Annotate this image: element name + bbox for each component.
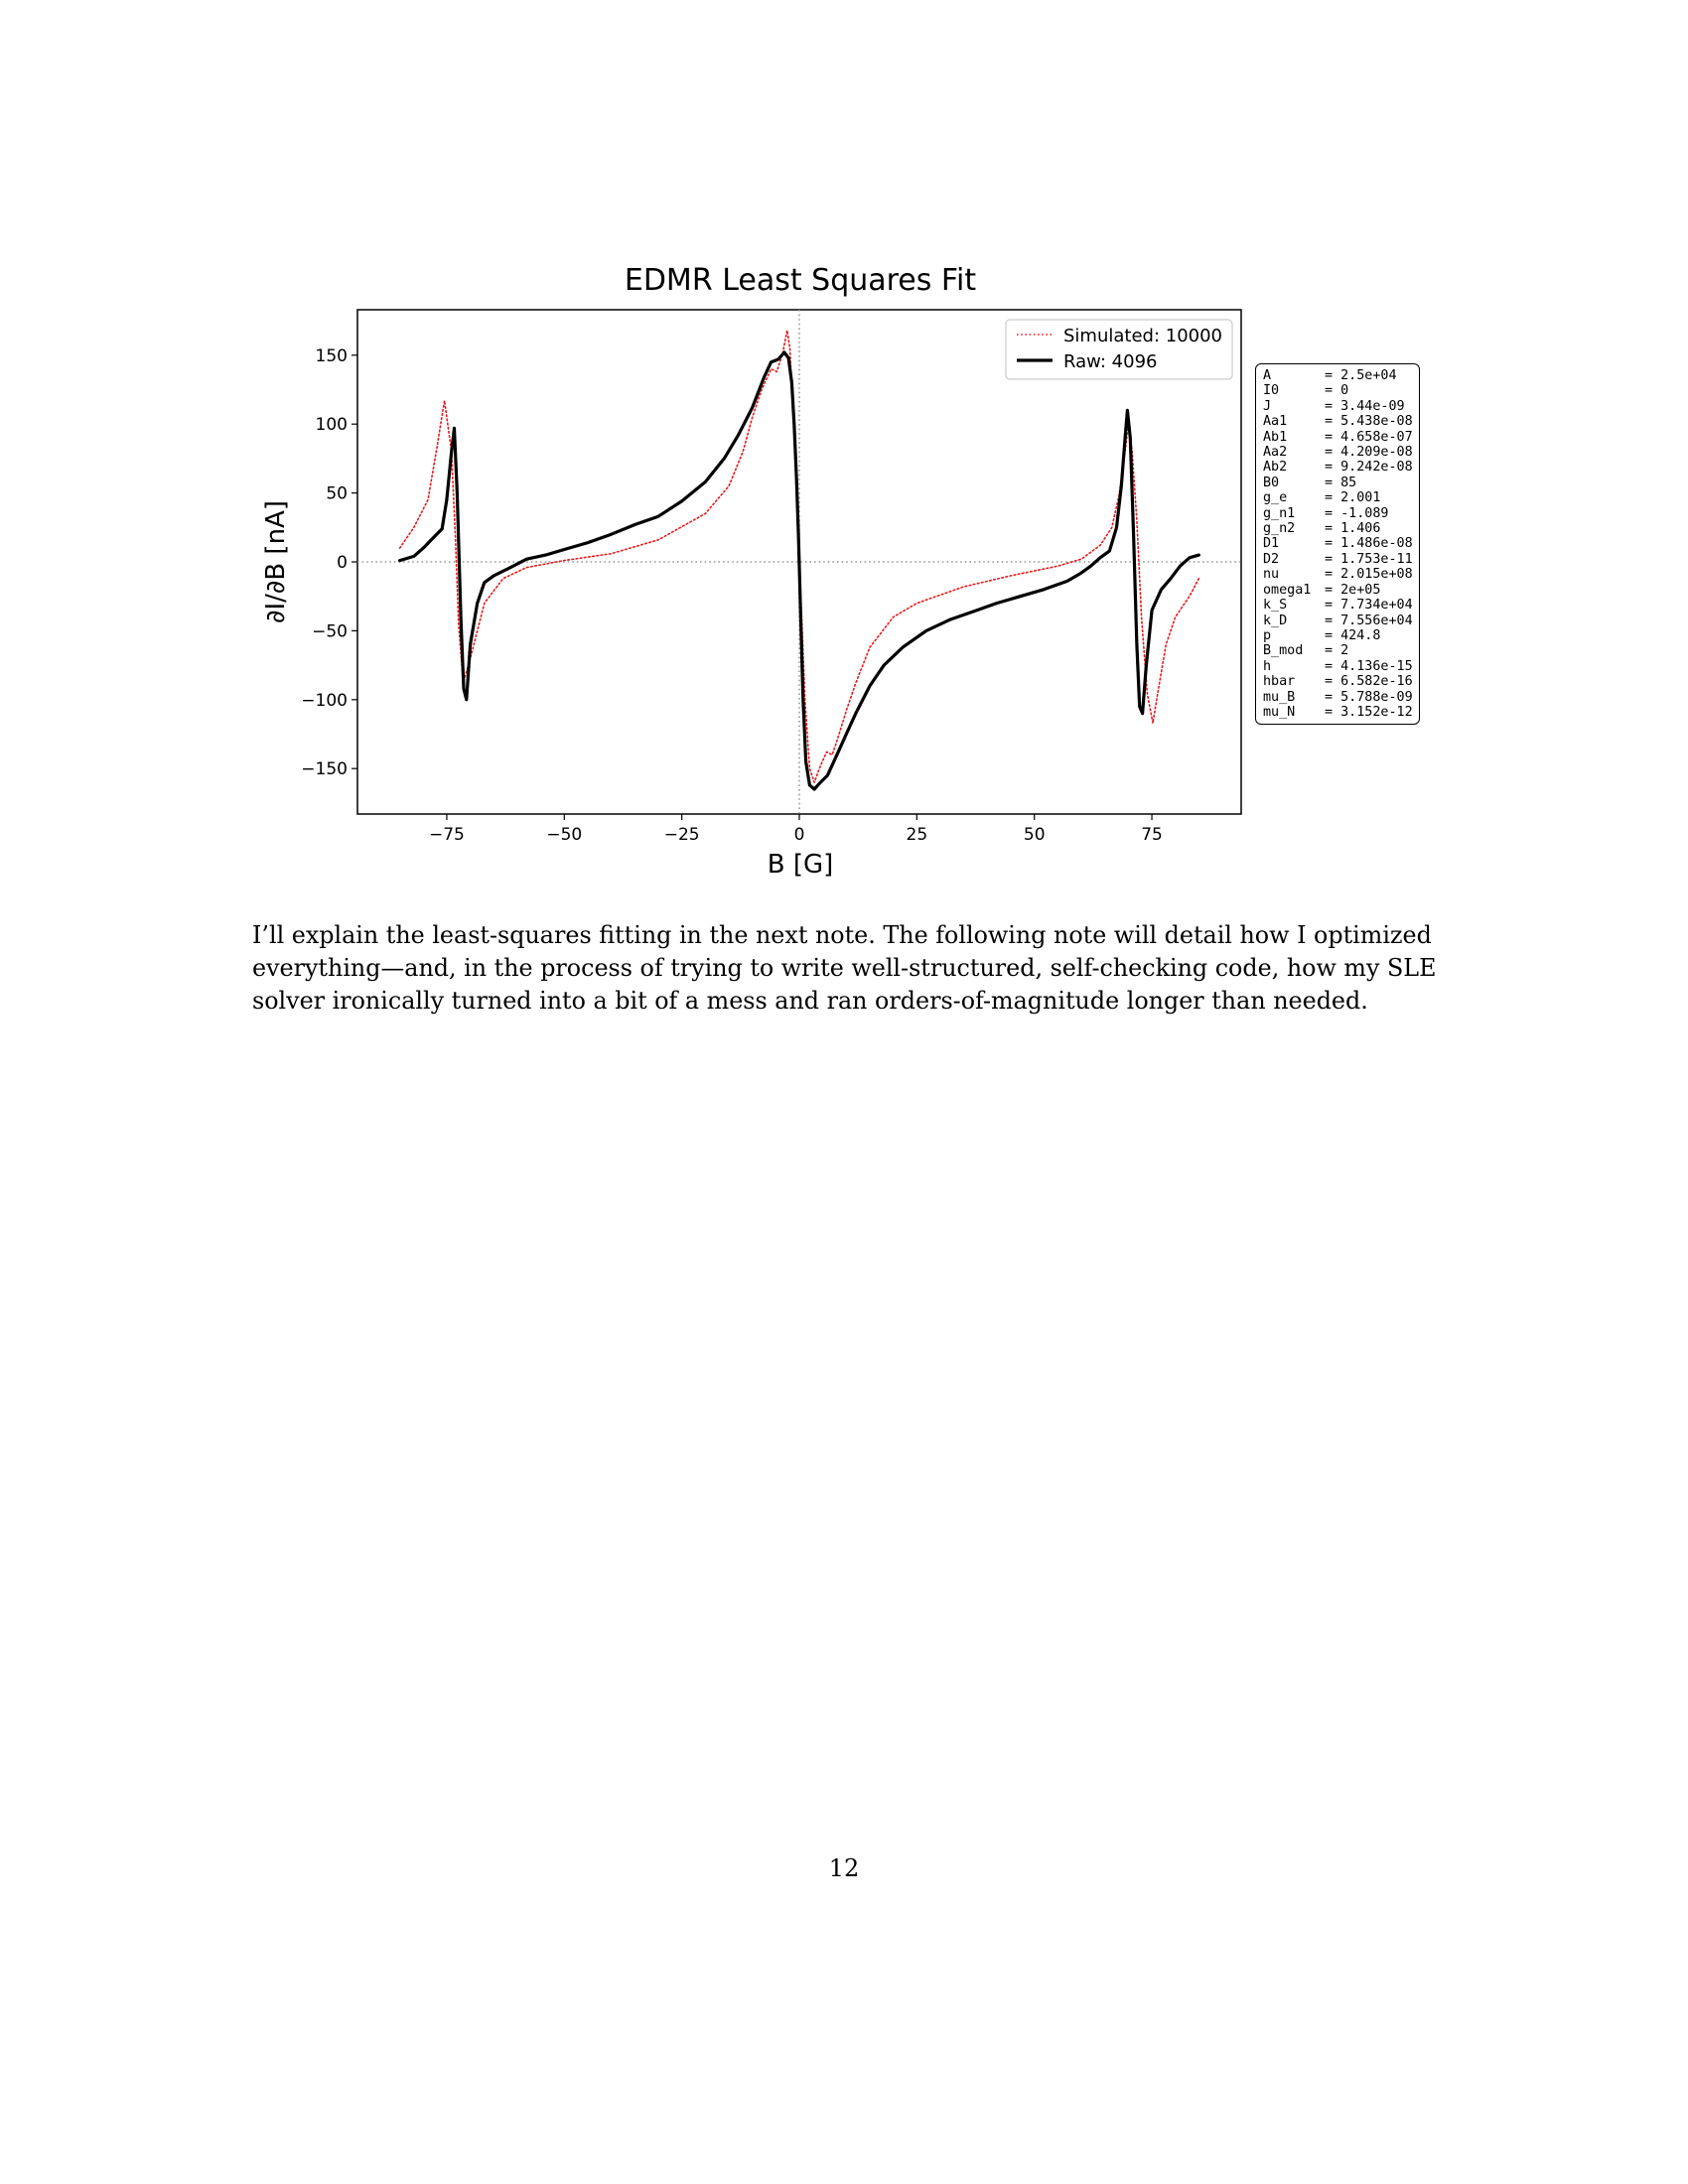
param-value: = 7.556e+04 (1325, 613, 1413, 628)
param-row (1263, 414, 1413, 429)
param-value: = 2.001 (1325, 490, 1381, 506)
param-name: J (1263, 398, 1272, 414)
param-value: = 4.209e-08 (1325, 445, 1413, 461)
param-name: Aa1 (1263, 414, 1288, 430)
param-name: hbar (1263, 674, 1296, 690)
x-axis-label: B [G] (767, 850, 834, 880)
param-name: nu (1263, 567, 1280, 583)
param-row (1263, 643, 1413, 658)
param-name: I0 (1263, 383, 1280, 399)
param-row (1263, 598, 1413, 613)
y-axis-label: ∂I/∂B [nA] (261, 500, 291, 623)
param-name: h (1263, 658, 1272, 674)
legend-label-simulated: Simulated: 10000 (1063, 326, 1223, 346)
param-row (1263, 567, 1413, 582)
body-paragraph: I’ll explain the least-squares fitting in the next note. The following note will detail how I optimized everything—and, in the process of trying to write well-structured, self-checking code, how my SLE solver ironically turned into a bit of a mess and ran orders-of-magnitude longer than needed. (252, 921, 1437, 1015)
param-name: Ab1 (1263, 429, 1288, 445)
param-name: Ab2 (1263, 460, 1288, 476)
param-value: = 1.753e-11 (1325, 551, 1413, 567)
param-row (1263, 460, 1413, 475)
param-row (1263, 583, 1413, 598)
x-tick-label: 75 (1141, 825, 1163, 845)
param-row (1263, 614, 1413, 628)
param-name: B_mod (1263, 643, 1304, 659)
x-tick-label: −50 (546, 825, 583, 845)
param-row (1263, 476, 1413, 490)
param-row (1263, 490, 1413, 505)
param-value: = 9.242e-08 (1325, 460, 1413, 476)
param-row (1263, 368, 1413, 383)
param-value: = -1.089 (1325, 505, 1389, 521)
param-row (1263, 705, 1413, 720)
param-value: = 1.406 (1325, 521, 1381, 537)
x-tick-label: 50 (1023, 825, 1046, 845)
param-row (1263, 445, 1413, 460)
param-value: = 3.152e-12 (1325, 704, 1413, 720)
param-value: = 7.734e+04 (1325, 598, 1413, 614)
param-row (1263, 674, 1413, 689)
param-name: g_e (1263, 490, 1288, 506)
fit-parameters-box (1255, 363, 1420, 725)
param-name: A (1263, 368, 1272, 383)
param-name: Aa2 (1263, 445, 1288, 461)
param-name: g_n2 (1263, 521, 1296, 537)
legend (1006, 320, 1232, 379)
x-tick-label: −75 (429, 825, 465, 845)
param-value: = 85 (1325, 475, 1357, 490)
y-tick-label: 150 (315, 345, 348, 366)
param-name: D2 (1263, 551, 1280, 567)
param-value: = 4.658e-07 (1325, 429, 1413, 445)
param-value: = 5.438e-08 (1325, 414, 1413, 430)
param-row (1263, 383, 1413, 398)
param-row (1263, 430, 1413, 445)
y-tick-label: 0 (337, 553, 348, 573)
page-number: 12 (828, 1854, 860, 1882)
param-row (1263, 659, 1413, 674)
param-row (1263, 536, 1413, 551)
x-tick-label: 25 (906, 825, 928, 845)
param-row (1263, 521, 1413, 536)
chart-title: EDMR Least Squares Fit (624, 263, 977, 298)
param-name: k_S (1263, 598, 1288, 614)
param-value: = 3.44e-09 (1325, 398, 1405, 414)
param-value: = 6.582e-16 (1325, 674, 1413, 690)
param-name: D1 (1263, 536, 1280, 552)
param-name: k_D (1263, 613, 1288, 628)
param-value: = 424.8 (1325, 627, 1381, 643)
param-value: = 2 (1325, 643, 1349, 659)
param-row (1263, 399, 1413, 414)
param-name: mu_B (1263, 689, 1296, 705)
param-value: = 1.486e-08 (1325, 536, 1413, 552)
param-row (1263, 552, 1413, 567)
param-name: B0 (1263, 475, 1280, 490)
param-name: p (1263, 627, 1272, 643)
param-value: = 4.136e-15 (1325, 658, 1413, 674)
param-row (1263, 690, 1413, 705)
param-value: = 2.5e+04 (1325, 368, 1397, 383)
param-name: mu_N (1263, 704, 1296, 720)
y-tick-label: −100 (301, 690, 348, 711)
x-tick-label: 0 (793, 825, 805, 845)
param-row (1263, 506, 1413, 521)
y-tick-label: −50 (312, 621, 348, 642)
param-value: = 2.015e+08 (1325, 567, 1413, 583)
x-tick-label: −25 (663, 825, 700, 845)
param-name: g_n1 (1263, 505, 1296, 521)
param-row (1263, 628, 1413, 643)
param-value: = 2e+05 (1325, 582, 1381, 598)
y-tick-label: 100 (315, 415, 348, 436)
y-tick-label: −150 (301, 759, 348, 780)
legend-label-raw: Raw: 4096 (1063, 351, 1158, 372)
y-tick-label: 50 (326, 483, 348, 504)
param-value: = 0 (1325, 383, 1349, 399)
param-name: omega1 (1263, 582, 1312, 598)
param-value: = 5.788e-09 (1325, 689, 1413, 705)
